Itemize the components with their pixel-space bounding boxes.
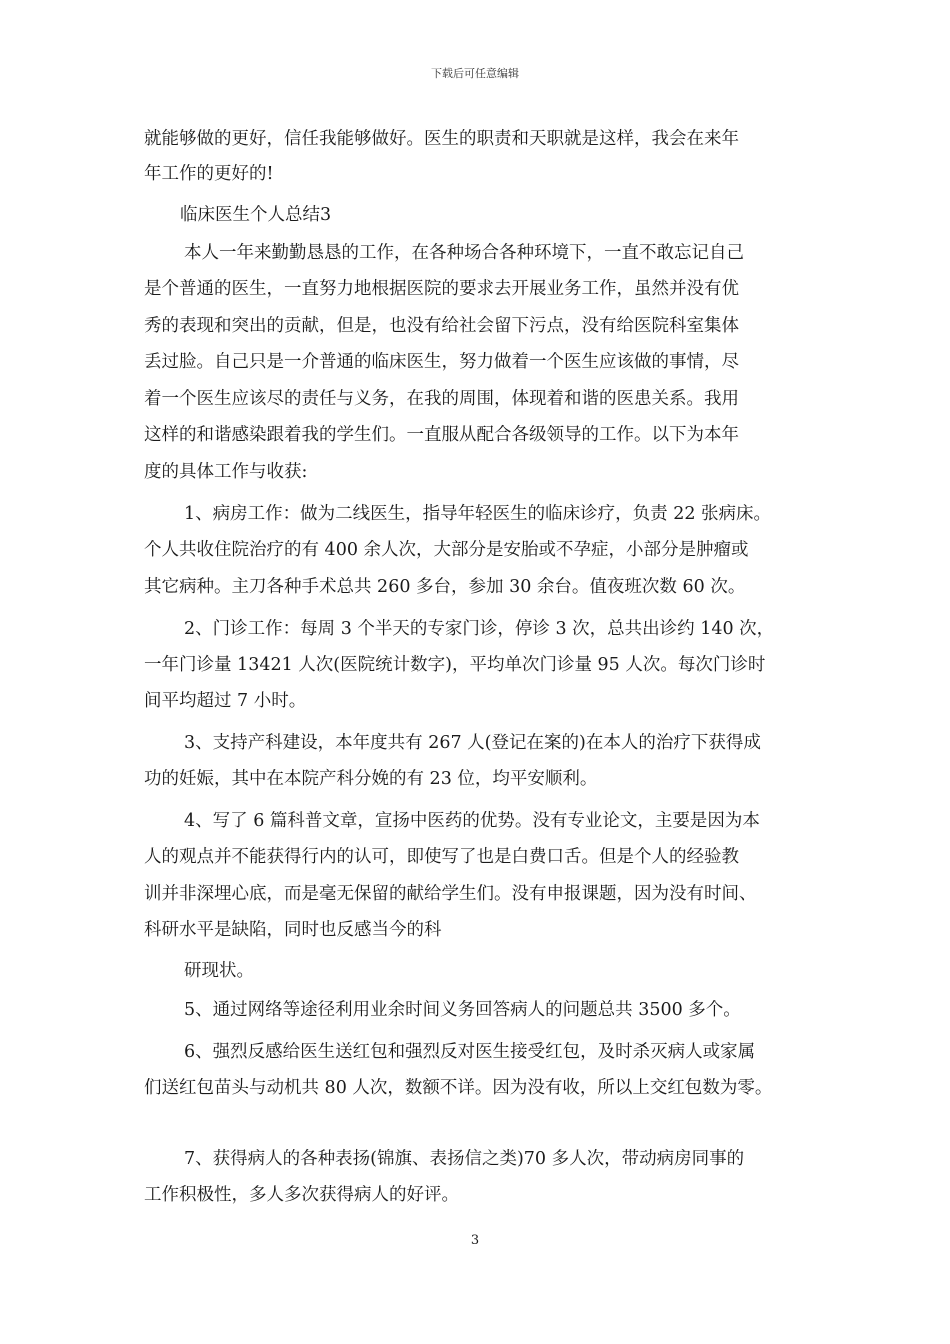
- text-line: 间平均超过 7 小时。: [144, 691, 307, 711]
- text-line: 6、强烈反感给医生送红包和强烈反对医生接受红包，及时杀灭病人或家属: [184, 1042, 756, 1062]
- text-line: 其它病种。主刀各种手术总共 260 多台，参加 30 余台。值夜班次数 60 次。: [144, 577, 746, 597]
- text-line: 3、支持产科建设，本年度共有 267 人(登记在案的)在本人的治疗下获得成: [184, 733, 761, 753]
- text-line: 1、病房工作：做为二线医生，指导年轻医生的临床诊疗，负责 22 张病床。: [184, 504, 772, 524]
- text-line: 7、获得病人的各种表扬(锦旗、表扬信之类)70 多人次，带动病房同事的: [184, 1149, 745, 1169]
- text-line: 这样的和谐感染跟着我的学生们。一直服从配合各级领导的工作。以下为本年: [144, 425, 739, 445]
- text-line: 工作积极性，多人多次获得病人的好评。: [144, 1185, 459, 1205]
- text-line: 科研水平是缺陷，同时也反感当今的科: [144, 920, 442, 940]
- text-line: 丢过脸。自己只是一介普通的临床医生，努力做着一个医生应该做的事情，尽: [144, 352, 739, 372]
- text-line: 秀的表现和突出的贡献，但是，也没有给社会留下污点，没有给医院科室集体: [144, 316, 739, 336]
- text-line: 年工作的更好的!: [144, 164, 274, 184]
- text-line: 2、门诊工作：每周 3 个半天的专家门诊，停诊 3 次，总共出诊约 140 次，: [184, 619, 775, 639]
- text-line: 本人一年来勤勤恳恳的工作，在各种场合各种环境下，一直不敢忘记自己: [184, 243, 744, 263]
- text-line: 们送红包苗头与动机共 80 人次，数额不详。因为没有收，所以上交红包数为零。: [144, 1078, 773, 1098]
- text-line: 是个普通的医生，一直努力地根据医院的要求去开展业务工作，虽然并没有优: [144, 279, 739, 299]
- text-line: 功的妊娠，其中在本院产科分娩的有 23 位，均平安顺利。: [144, 769, 598, 789]
- text-line: 研现状。: [184, 961, 254, 981]
- text-line: 度的具体工作与收获:: [144, 462, 308, 482]
- page-number: 3: [470, 1233, 480, 1248]
- text-line: 个人共收住院治疗的有 400 余人次，大部分是安胎或不孕症，小部分是肿瘤或: [144, 540, 749, 560]
- text-line: 人的观点并不能获得行内的认可，即使写了也是白费口舌。但是个人的经验教: [144, 847, 739, 867]
- section-heading: 临床医生个人总结3: [180, 205, 332, 225]
- page-header: 下载后可任意编辑: [431, 67, 519, 80]
- text-line: 着一个医生应该尽的责任与义务，在我的周围，体现着和谐的医患关系。我用: [144, 389, 739, 409]
- text-line: 一年门诊量 13421 人次(医院统计数字)，平均单次门诊量 95 人次。每次门诊时: [144, 655, 766, 675]
- text-line: 5、通过网络等途径利用业余时间义务回答病人的问题总共 3500 多个。: [184, 1000, 741, 1020]
- text-line: 就能够做的更好，信任我能够做好。医生的职责和天职就是这样，我会在来年: [144, 129, 739, 149]
- text-line: 训并非深埋心底，而是毫无保留的献给学生们。没有申报课题，因为没有时间、: [144, 884, 757, 904]
- text-line: 4、写了 6 篇科普文章，宣扬中医药的优势。没有专业论文，主要是因为本: [184, 811, 760, 831]
